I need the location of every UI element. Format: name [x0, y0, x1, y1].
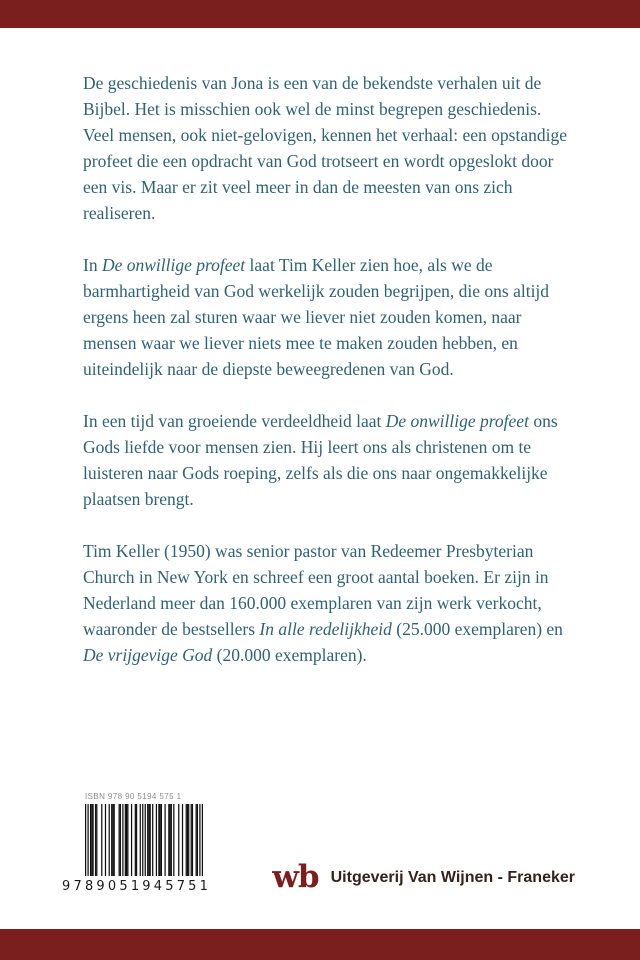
top-color-bar: [0, 0, 640, 28]
barcode-number: 9 7 8 9 0 5 1 9 4 5 7 5 1: [62, 879, 208, 894]
paragraph: Tim Keller (1950) was senior pastor van Redeemer Presbyterian Church in New York en schreef een groot aantal boeken. Er zijn in Nederland meer dan 160.000 exemplaren van zijn werk verkocht, waaronder de bestsellers In alle redelijkheid (25.000 exemplaren) en De vrijgevige God (20.000 exemplaren).: [83, 541, 563, 665]
isbn-label: ISBN 978 90 5194 575 1: [85, 792, 182, 801]
publisher-logo: wb: [272, 859, 319, 895]
paragraph: In De onwillige profeet laat Tim Keller zien hoe, als we de barmhartigheid van God werkelijk zouden begrijpen, die ons altijd ergens heen zal sturen waar we liever niet zouden komen, naar mensen waar we liever niets mee te maken zouden hebben, en uiteindelijk naar de diepste beweegredenen van God.: [83, 255, 550, 379]
back-cover-text: [83, 70, 573, 694]
bottom-color-bar: [0, 929, 640, 960]
publisher-block: [0, 859, 575, 895]
publisher-name: Uitgeverij Van Wijnen - Franeker: [330, 868, 575, 886]
paragraph: De geschiedenis van Jona is een van de bekendste verhalen uit de Bijbel. Het is misschien ook wel de minst begrepen geschiedenis. Veel mensen, ook niet-gelovigen, kennen het verhaal: een opstandige profeet die een opdracht van God trotseert en wordt opgeslokt door een vis. Maar er zit veel meer in dan de meesten van ons zich realiseren.: [83, 73, 568, 223]
paragraph: In een tijd van groeiende verdeeldheid laat De onwillige profeet ons Gods liefde voor mensen zien. Hij leert ons als christenen om te luisteren naar Gods roeping, zelfs als die ons naar ongemakkelijke plaatsen brengt.: [83, 411, 558, 509]
